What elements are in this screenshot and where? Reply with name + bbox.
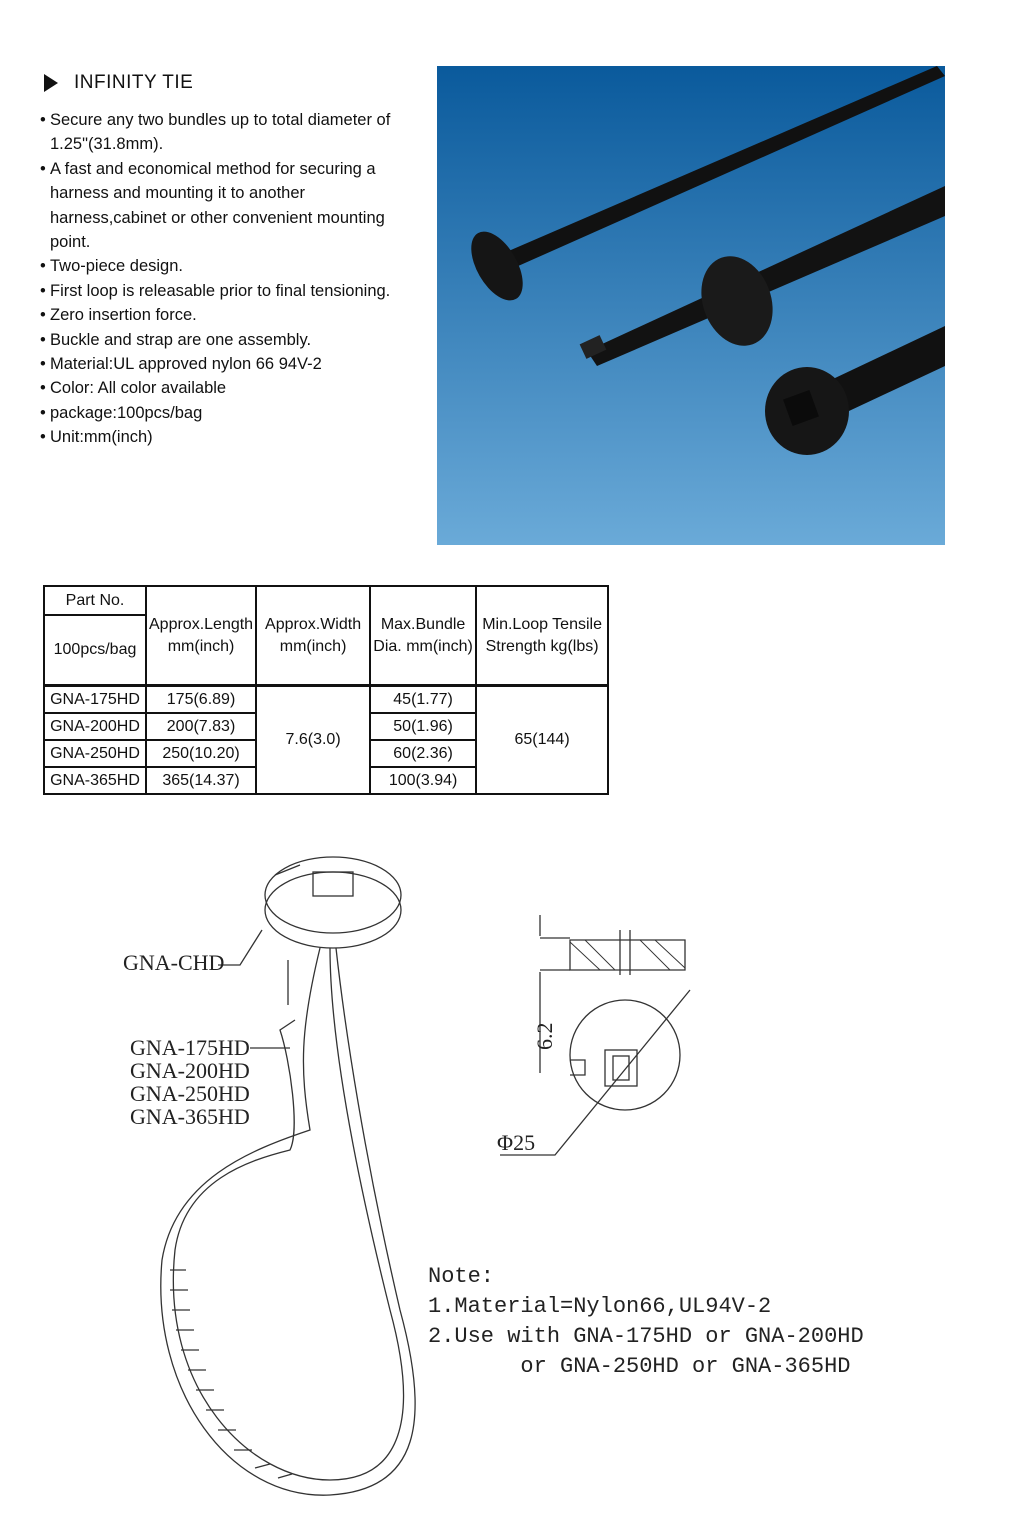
product-photo [437,66,945,545]
feature-item: • Two-piece design. [40,254,400,278]
section-title: INFINITY TIE [74,72,194,93]
header-part-no-sub: 100pcs/bag [44,615,146,686]
notes-block [428,1262,864,1382]
header-length: Approx.Length mm(inch) [146,586,256,686]
cell-bundle: 50(1.96) [370,713,476,740]
cell-length: 200(7.83) [146,713,256,740]
cell-part: GNA-200HD [44,713,146,740]
label-hd-2: GNA-200HD [130,1058,250,1083]
spec-table [43,585,609,795]
feature-item: • Secure any two bundles up to total diameter of 1.25"(31.8mm). [40,108,400,157]
notes-line-1: 1.Material=Nylon66,UL94V-2 [428,1294,772,1319]
label-hd-4: GNA-365HD [130,1104,250,1129]
feature-item: • A fast and economical method for securing a harness and mounting it to another harness,cabinet or other convenient mounting point. [40,157,400,255]
cell-bundle: 45(1.77) [370,686,476,714]
dim-height: 6.2 [532,1022,557,1050]
technical-drawing [0,830,1027,1529]
label-chd: GNA-CHD [123,950,225,975]
cell-part: GNA-250HD [44,740,146,767]
header-part-no: Part No. [44,586,146,615]
section-header [44,72,193,94]
notes-title: Note: [428,1264,495,1289]
cell-bundle: 60(2.36) [370,740,476,767]
product-photo-image [437,66,945,545]
header-bundle: Max.Bundle Dia. mm(inch) [370,586,476,686]
feature-item: • Color: All color available [40,376,400,400]
cell-length: 250(10.20) [146,740,256,767]
cell-length: 175(6.89) [146,686,256,714]
cell-tensile: 65(144) [476,686,608,795]
notes-line-2: 2.Use with GNA-175HD or GNA-200HD [428,1324,864,1349]
label-hd-3: GNA-250HD [130,1081,250,1106]
label-hd-1: GNA-175HD [130,1035,250,1060]
cell-width: 7.6(3.0) [256,686,370,795]
triangle-right-icon [44,74,58,92]
feature-list [40,108,400,450]
feature-item: • package:100pcs/bag [40,401,400,425]
table-row [44,686,608,714]
notes-line-3: or GNA-250HD or GNA-365HD [428,1354,851,1379]
table-header-row [44,586,608,615]
cell-part: GNA-175HD [44,686,146,714]
feature-item: • Material:UL approved nylon 66 94V-2 [40,352,400,376]
dim-diameter: Φ25 [497,1130,536,1155]
feature-item: • Buckle and strap are one assembly. [40,328,400,352]
feature-item: • First loop is releasable prior to final tensioning. [40,279,400,303]
feature-item: • Unit:mm(inch) [40,425,400,449]
cell-part: GNA-365HD [44,767,146,794]
cell-bundle: 100(3.94) [370,767,476,794]
cell-length: 365(14.37) [146,767,256,794]
header-width: Approx.Width mm(inch) [256,586,370,686]
feature-item: • Zero insertion force. [40,303,400,327]
header-tensile: Min.Loop Tensile Strength kg(lbs) [476,586,608,686]
